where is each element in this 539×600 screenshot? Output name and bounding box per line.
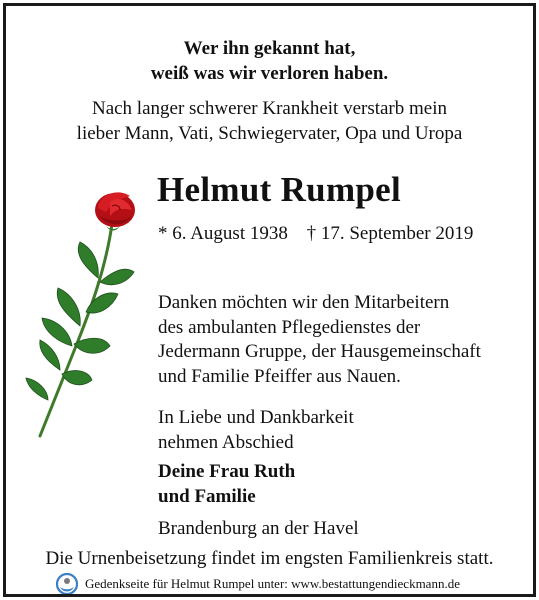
intro-text — [6, 96, 533, 146]
thanks-line: des ambulanten Pflegedienstes der — [158, 316, 421, 338]
motto-line-1: Wer ihn gekannt hat, — [183, 38, 356, 59]
birth-date: * 6. August 1938 — [158, 223, 288, 244]
place-name: Brandenburg an der Havel — [158, 518, 359, 539]
thanks-line: und Familie Pfeiffer aus Nauen. — [158, 365, 401, 387]
thanks-line: Jedermann Gruppe, der Hausgemeinschaft — [158, 341, 481, 362]
signer-line-1: Deine Frau Ruth — [158, 461, 296, 482]
obituary-card — [3, 3, 536, 597]
death-date: † 17. September 2019 — [306, 223, 474, 244]
farewell-line-1: In Liebe und Dankbarkeit — [158, 407, 354, 428]
signer-line-2: und Familie — [158, 485, 256, 507]
deceased-name: Helmut Rumpel — [157, 170, 402, 209]
memorial-footer — [56, 573, 460, 595]
intro-line-2: lieber Mann, Vati, Schwiegervater, Opa und Uropa — [76, 123, 463, 144]
farewell-text — [158, 406, 354, 455]
burial-note: Die Urnenbeisetzung findet im engsten Familienkreis statt. — [45, 548, 494, 569]
thanks-line: Danken möchten wir den Mitarbeitern — [158, 292, 450, 313]
thanks-paragraph — [158, 291, 481, 389]
intro-line-1: Nach langer schwerer Krankheit verstarb mein — [91, 98, 448, 119]
life-dates — [158, 223, 473, 245]
farewell-line-2: nehmen Abschied — [158, 431, 294, 453]
red-rose-icon — [14, 186, 142, 441]
memorial-logo-icon — [56, 573, 78, 595]
signers — [158, 460, 295, 509]
motto-line-2: weiß was wir verloren haben. — [150, 63, 389, 84]
motto — [6, 36, 533, 86]
memorial-link-text[interactable]: Gedenkseite für Helmut Rumpel unter: www.bestattungendieckmann.de — [85, 576, 460, 591]
